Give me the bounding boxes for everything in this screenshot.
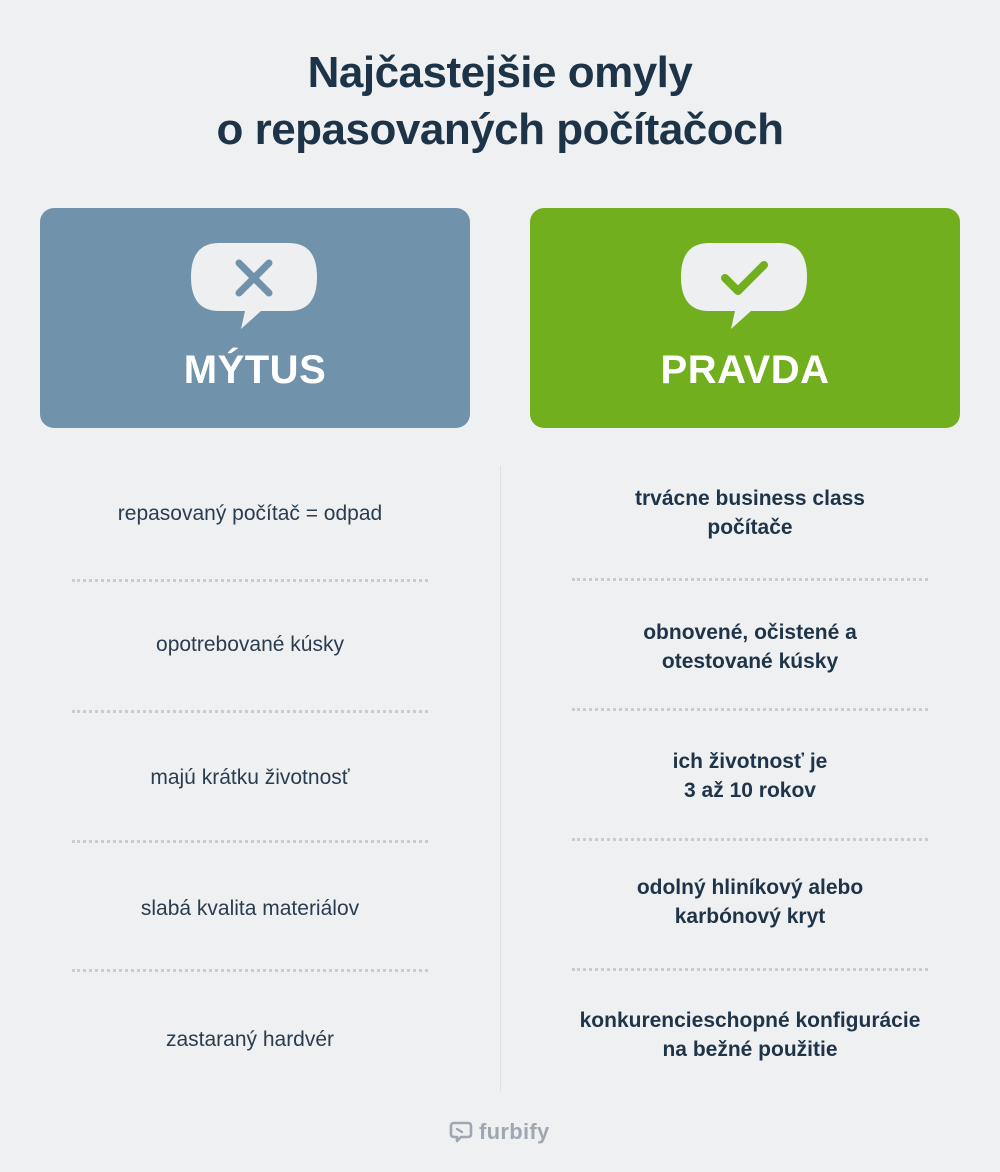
truth-item-5-line-2: na bežné použitie bbox=[662, 1038, 838, 1061]
row-separator bbox=[72, 969, 428, 972]
truth-card bbox=[530, 208, 960, 428]
truth-item-5-line-1: konkurencieschopné konfigurácie bbox=[579, 1009, 921, 1032]
myth-card bbox=[40, 208, 470, 428]
truth-item-4 bbox=[535, 873, 965, 931]
chat-bubble-logo-icon bbox=[449, 1120, 473, 1144]
page-title bbox=[0, 44, 1000, 158]
truth-item-4-line-2: karbónový kryt bbox=[674, 905, 826, 928]
page-title-line-1: Najčastejšie omyly bbox=[307, 48, 693, 97]
myth-item-5: zastaraný hardvér bbox=[165, 1028, 335, 1051]
truth-item-2 bbox=[535, 618, 965, 676]
truth-item-2-line-1: obnovené, očistené a bbox=[643, 621, 857, 644]
logo-text: furbify bbox=[479, 1119, 550, 1144]
truth-item-1-line-2: počítače bbox=[707, 516, 793, 539]
row-separator bbox=[572, 968, 928, 971]
x-icon bbox=[189, 241, 319, 333]
row-separator bbox=[572, 578, 928, 581]
row-separator bbox=[72, 710, 428, 713]
truth-item-3-line-2: 3 až 10 rokov bbox=[684, 779, 816, 802]
myth-item-3: majú krátku životnosť bbox=[150, 766, 350, 789]
truth-item-4-line-1: odolný hliníkový alebo bbox=[636, 876, 864, 899]
truth-item-2-line-2: otestované kúsky bbox=[661, 650, 839, 673]
row-separator bbox=[572, 708, 928, 711]
truth-item-5 bbox=[520, 1006, 980, 1064]
row-separator bbox=[72, 840, 428, 843]
myth-item-1: repasovaný počítač = odpad bbox=[117, 502, 383, 525]
column-divider bbox=[500, 466, 501, 1091]
truth-label: PRAVDA bbox=[660, 348, 830, 392]
page-title-line-2: o repasovaných počítačoch bbox=[216, 105, 784, 154]
truth-item-1-line-1: trvácne business class bbox=[635, 487, 865, 510]
truth-item-3 bbox=[535, 747, 965, 805]
truth-item-1 bbox=[535, 484, 965, 542]
furbify-logo bbox=[449, 1117, 550, 1147]
myth-item-4: slabá kvalita materiálov bbox=[140, 897, 360, 920]
myth-item-2: opotrebované kúsky bbox=[156, 633, 344, 656]
row-separator bbox=[72, 579, 428, 582]
myth-label: MÝTUS bbox=[183, 348, 327, 392]
check-icon bbox=[679, 241, 809, 333]
row-separator bbox=[572, 838, 928, 841]
truth-item-3-line-1: ich životnosť je bbox=[672, 750, 828, 773]
